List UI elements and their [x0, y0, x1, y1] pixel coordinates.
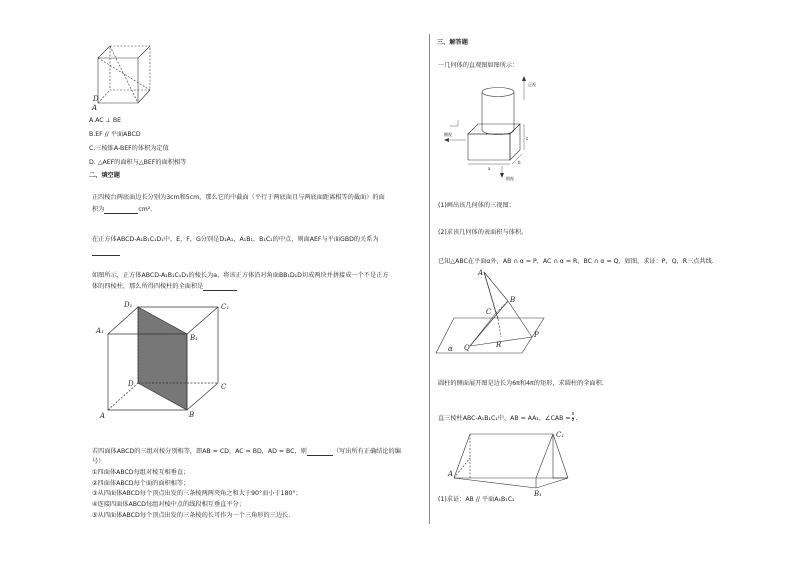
question-frustum-text: 积为	[92, 206, 105, 213]
question-cube-plane: 在正方体ABCD-A₁B₁C₁D₁中，E，F，G分别是D₁A₁，A₁B₁，B₁C₁的中点，则面AEF与平面GBD的关系为	[92, 236, 379, 243]
diagonal-plane-shaded	[138, 307, 187, 410]
choice-option-b: B.EF // 平面ABCD	[89, 131, 141, 138]
plane-triangle-figure	[434, 266, 544, 358]
tetra-statement-5: ⑤从四面体ABCD每个顶点出发的三条棱的长可作为一个三角形的三边长.	[92, 512, 291, 519]
cylinder-top	[482, 88, 514, 97]
tetra-statement-1: ①四面体ABCD每组对棱互相垂直；	[92, 469, 190, 476]
plane-label-alpha: α	[448, 345, 453, 353]
prism-label-c1: C₁	[556, 431, 565, 439]
fraction-pi-over-2: $\frac{\pi}{2}$	[571, 412, 575, 423]
cube-front-face	[98, 58, 138, 103]
question-tetrahedron-line2: 号）	[92, 458, 105, 465]
question-frustum-line2	[92, 206, 152, 214]
answer-blank-cube-plane[interactable]	[92, 249, 120, 256]
plane-label-q: Q	[464, 344, 470, 352]
prism-label-a: A	[448, 470, 454, 478]
tetra-statement-3: ③从四面体ABCD每个顶点出发的三条棱两两夹角之和大于90°而小于180°；	[92, 490, 302, 497]
answer-blank-cube-cut[interactable]	[203, 284, 237, 291]
question-tetrahedron-text: 若四面体ABCD的三组对棱分别相等，即AB = CD，AC = BD，AD = BC，则	[92, 448, 307, 455]
question-solid-part2: (2)求该几何体的表面积与体积。	[438, 229, 528, 236]
section-answer-title: 三、解答题	[437, 39, 468, 46]
question-solid-intro: 一几何体的直观图如图所示：	[438, 62, 519, 69]
cube-label-a: A	[100, 412, 106, 420]
question-tetrahedron-note: （写出所有正确结论的编	[332, 448, 401, 455]
plane-label-c: C	[486, 308, 492, 316]
prism-figure	[448, 428, 578, 498]
cylinder-on-box-figure	[440, 74, 550, 182]
question-collinear: 已知△ABC在平面α外，AB ∩ α = P，AC ∩ α = R，BC ∩ α = Q，如图，求证：P，Q，R三点共线.	[438, 258, 714, 265]
cube-label-c: C	[221, 383, 227, 391]
cube-top-label-d: D	[93, 95, 99, 103]
choice-option-c: C.三棱锥A-BEF的体积为定值	[89, 145, 169, 152]
plane-label-p: P	[534, 331, 539, 339]
cube-figure-top	[90, 38, 160, 112]
question-cube-cut-line2	[92, 283, 237, 291]
prism-label-b1: B₁	[534, 490, 542, 498]
plane-label-b: B	[510, 296, 516, 304]
plane-label-a: A	[478, 269, 484, 277]
question-cube-cut-text: 体的四棱柱，那么所得四棱柱的全面积是	[92, 283, 204, 290]
question-cylinder: 圆柱的侧面展开图是边长为6π和4π的矩形，求圆柱的全面积.	[438, 380, 604, 387]
edge-ab	[484, 272, 508, 301]
cube-label-c1: C₁	[221, 303, 230, 311]
question-cube-cut: 如图所示，正方体ABCD-A₁B₁C₁D₁的棱长为a，将该正方体沿对角面BB₁D₁D切成两块并拼接成一个不是正方	[92, 272, 389, 279]
tetra-statement-2: ②四面体ABCD每个面的面积相等；	[92, 480, 190, 487]
answer-blank-tetrahedron[interactable]	[307, 449, 333, 456]
solid-label-front-view: 正视	[528, 82, 536, 87]
plane-label-r: R	[496, 341, 502, 349]
box-top	[468, 124, 520, 134]
cube-back-face	[110, 46, 150, 90]
choice-option-d: D. △AEF的面积与△BEF的面积相等	[89, 159, 187, 166]
tetra-statement-4: ④连接四面体ABCD每组对棱中点的线段相互垂直平分；	[92, 501, 245, 508]
question-frustum-unit: cm².	[138, 206, 153, 213]
question-frustum: 正四棱台两底面边长分别为3cm和5cm，那么它的中截面（平行于两底面且与两底面距离相等的截面）的面	[92, 194, 385, 201]
answer-blank-cube-plane-line[interactable]	[92, 248, 120, 256]
box-front	[468, 134, 510, 160]
question-prism-part1: (1)求证：AB // 平面A₁B₁C₁	[438, 496, 515, 503]
cube-diagonal-plane-figure	[90, 298, 240, 428]
solid-label-c: c	[526, 136, 529, 141]
cube-label-b: B	[189, 411, 195, 419]
question-prism-text: 直三棱柱ABC-A₁B₁C₁中，AB = AA₁，∠CAB =	[438, 415, 571, 422]
cube-label-d1: D₁	[124, 301, 133, 309]
solid-label-b: b	[518, 160, 521, 165]
cube-top-label-a: A	[92, 104, 98, 112]
question-solid-part1: (1)画出该几何体的三视图；	[438, 202, 515, 209]
choice-option-a: A.AC ⊥ BE	[89, 117, 122, 124]
section-fill-title: 二、填空题	[89, 172, 120, 179]
column-divider	[429, 34, 430, 524]
question-tetrahedron	[92, 448, 401, 456]
cube-label-d: D	[128, 380, 134, 388]
cube-label-a1: A₁	[96, 327, 104, 335]
question-prism: 直三棱柱ABC-A₁B₁C₁中，AB = AA₁，∠CAB = $\frac{\pi}{2}$ .	[438, 412, 578, 423]
solid-label-top-view: 俯视	[506, 176, 514, 181]
cube-label-b1: B₁	[190, 334, 198, 342]
solid-label-a: a	[488, 166, 491, 171]
solid-label-side-view: 侧视	[444, 132, 452, 137]
answer-blank-frustum[interactable]	[104, 207, 138, 214]
